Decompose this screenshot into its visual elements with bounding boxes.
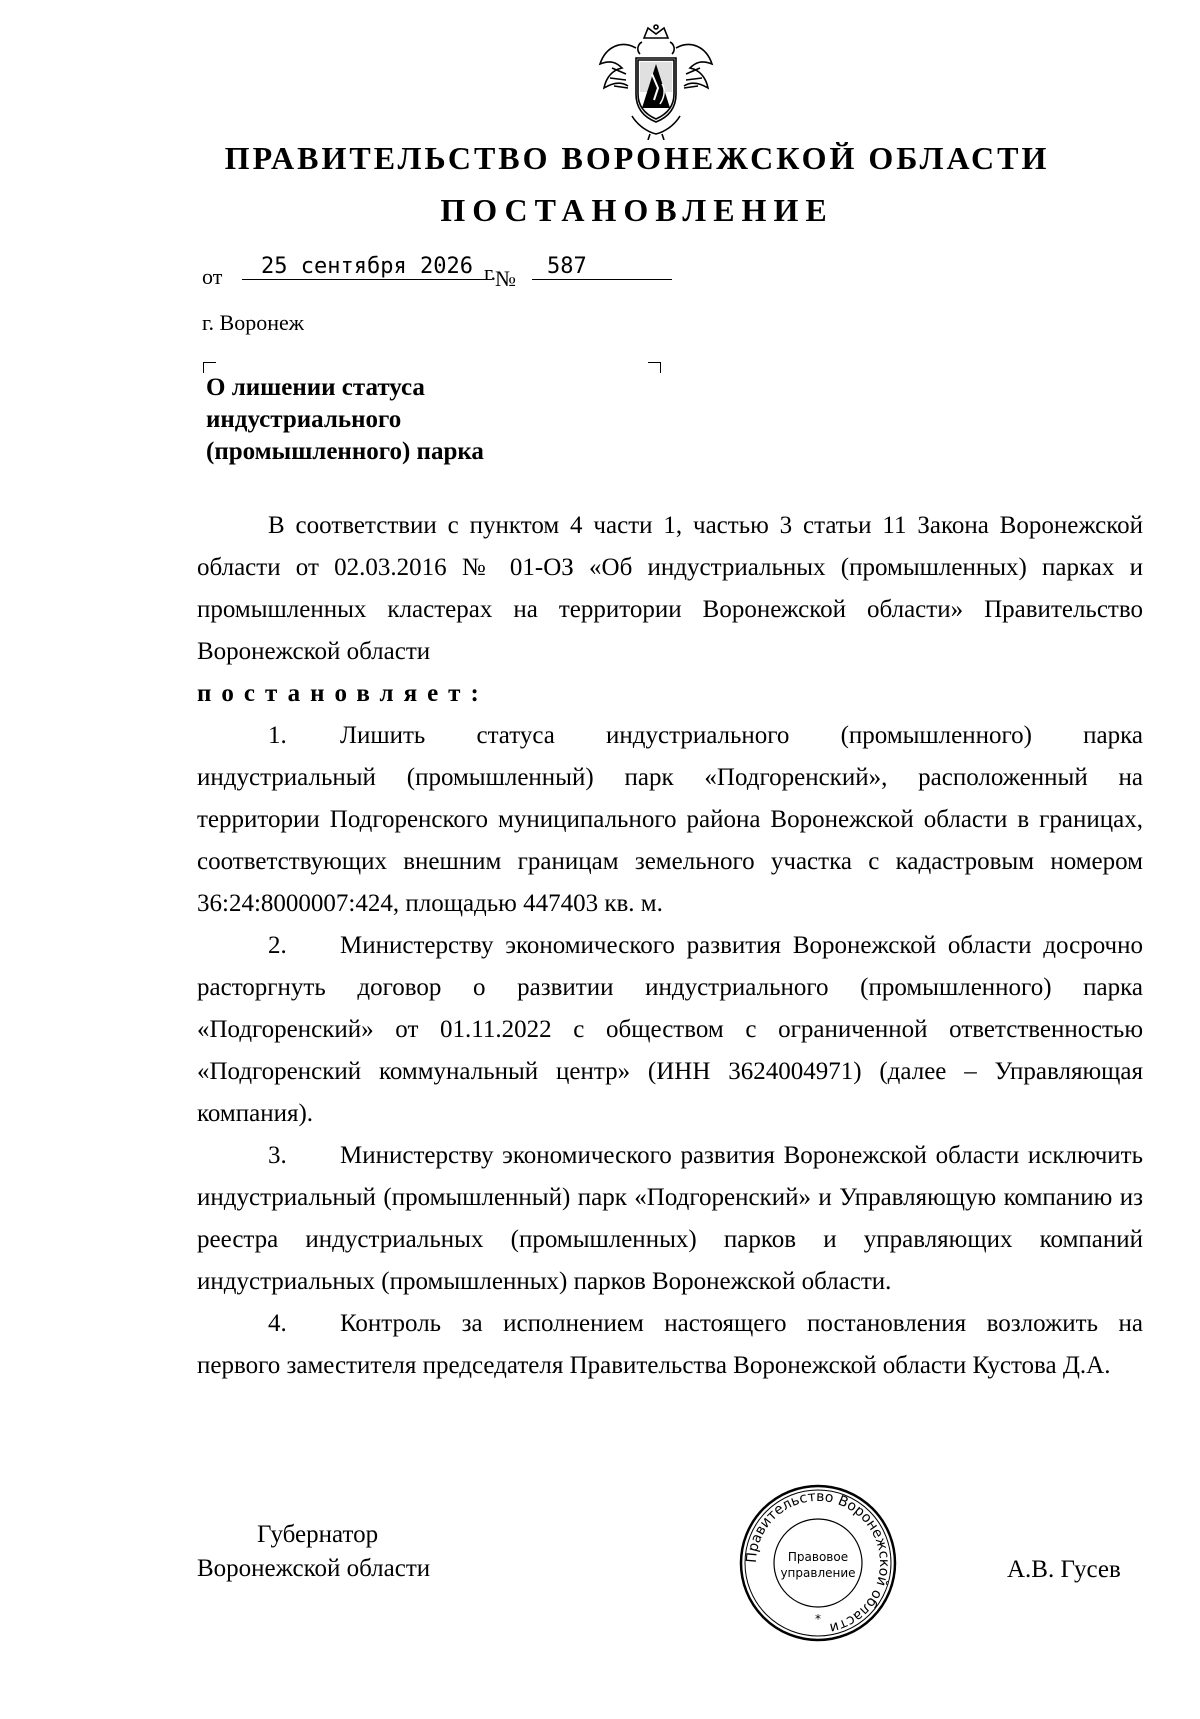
list-item: [197, 925, 1143, 1135]
signatory-name: А.В. Гусев: [1007, 1556, 1121, 1583]
position-line: Губернатор: [257, 1521, 379, 1548]
subject-line: О лишении статуса: [206, 374, 425, 401]
item-number: 4.: [268, 1310, 287, 1337]
item-text: Контроль за исполнением настоящего постановления возложить на первого заместителя председателя Правительства Воронежской области Кустова Д.А.: [197, 1310, 1143, 1379]
document-date: 25 сентября 2026: [242, 254, 492, 280]
subject-line: индустриального: [206, 406, 402, 433]
subject-corner-right: [648, 362, 661, 373]
stamp-outer-text: Правительство Воронежской области: [743, 1488, 893, 1636]
document-type-title: ПОСТАНОВЛЕНИЕ: [440, 192, 834, 228]
list-item: [197, 1135, 1143, 1303]
item-text: Министерству экономического развития Воронежской области исключить индустриальный (промышленный) парк «Подгоренский» и Управляющую компанию из реестра индустриальных (промышленных) парков и управляющих компаний индустриальных (промышленных) парков Воронежской области.: [197, 1142, 1143, 1295]
stamp-center-line: управление: [780, 1566, 856, 1580]
preamble-paragraph: В соответствии с пунктом 4 части 1, частью 3 статьи 11 Закона Воронежской области от 02.03.2016 № 01-ОЗ «Об индустриальных (промышленных) парках и промышленных кластерах на территории Воронежской области» Правительство Воронежской области: [197, 512, 1143, 665]
item-number: 2.: [268, 932, 287, 959]
legal-department-stamp: [738, 1483, 898, 1643]
city: г. Воронеж: [202, 310, 304, 335]
list-item: [197, 715, 1143, 925]
list-item: [197, 1303, 1143, 1387]
year-suffix: г.: [484, 260, 497, 285]
stamp-center-line: Правовое: [787, 1550, 849, 1564]
item-text: Лишить статуса индустриального (промышленного) парка индустриальный (промышленный) парк «Подгоренский», расположенный на территории Подгоренского муниципального района Воронежской области в границах, соответствующих внешним границам земельного участка с кадастровым номером 36:24:8000007:424, площадью 447403 кв. м.: [197, 722, 1143, 917]
government-title: ПРАВИТЕЛЬСТВО ВОРОНЕЖСКОЙ ОБЛАСТИ: [224, 140, 1050, 176]
signatory-position: [197, 1518, 430, 1586]
date-number-line: [202, 254, 672, 290]
number-prefix: №: [495, 266, 516, 291]
stamp-star: *: [815, 1612, 821, 1626]
document-subject: [206, 372, 626, 468]
subject-line: (промышленного) парка: [206, 438, 484, 465]
decree-word: постановляет:: [197, 680, 489, 707]
item-text: Министерству экономического развития Воронежской области досрочно расторгнуть договор о развитии индустриального (промышленного) парка «Подгоренский» от 01.11.2022 с обществом с ограниченной ответственностью «Подгоренский коммунальный центр» (ИНН 3624004971) (далее – Управляющая компания).: [197, 932, 1143, 1127]
date-prefix: от: [202, 264, 223, 289]
document-number: 587: [532, 254, 672, 280]
item-number: 3.: [268, 1142, 287, 1169]
position-line: Воронежской области: [197, 1555, 431, 1582]
voronezh-coat-of-arms-icon: [592, 24, 720, 140]
item-number: 1.: [268, 722, 287, 749]
document-body: [197, 505, 1143, 1387]
